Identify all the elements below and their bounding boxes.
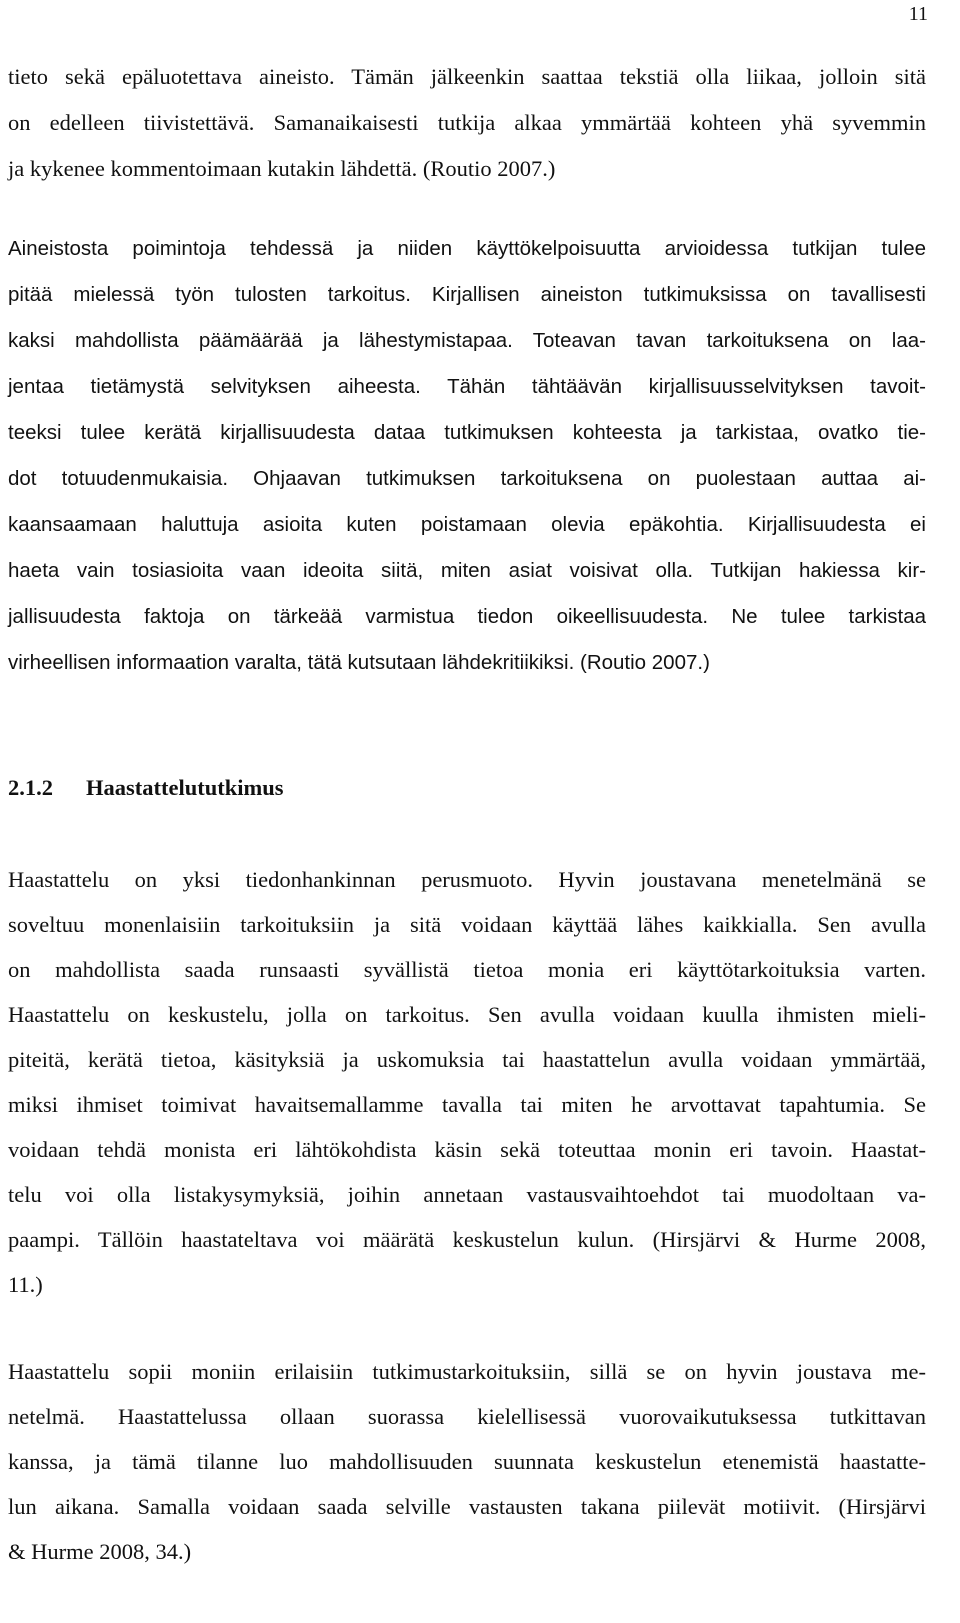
paragraph-line: kaansaamaan haluttuja asioita kuten poistamaan olevia epäkohtia. Kirjallisuudesta ei — [8, 513, 926, 536]
paragraph-line: jentaa tietämystä selvityksen aiheesta. Tähän tähtäävän kirjallisuusselvityksen tavoit- — [8, 375, 926, 398]
paragraph-line: teeksi tulee kerätä kirjallisuudesta dataa tutkimuksen kohteesta ja tarkistaa, ovatko tie- — [8, 421, 926, 444]
paragraph-line: 11.) — [8, 1272, 43, 1297]
paragraph-1 — [8, 54, 926, 192]
paragraph-line: & Hurme 2008, 34.) — [8, 1539, 192, 1564]
paragraph-line: virheellisen informaation varalta, tätä kutsutaan lähdekritiikiksi. (Routio 2007.) — [8, 651, 710, 674]
paragraph-line: voidaan tehdä monista eri lähtökohdista käsin sekä toteuttaa monin eri tavoin. Haastat- — [8, 1137, 926, 1162]
paragraph-line: kanssa, ja tämä tilanne luo mahdollisuuden suunnata keskustelun etenemistä haastatte- — [8, 1449, 926, 1474]
section-title: Haastattelututkimus — [86, 775, 284, 800]
paragraph-line: netelmä. Haastattelussa ollaan suorassa kielellisessä vuorovaikutuksessa tutkittavan — [8, 1404, 926, 1429]
paragraph-line: soveltuu monenlaisiin tarkoituksiin ja sitä voidaan käyttää lähes kaikkialla. Sen avulla — [8, 912, 926, 937]
paragraph-line: on mahdollista saada runsaasti syvällistä tietoa monia eri käyttötarkoituksia varten. — [8, 957, 926, 982]
paragraph-line: jallisuudesta faktoja on tärkeää varmistua tiedon oikeellisuudesta. Ne tulee tarkistaa — [8, 605, 926, 628]
paragraph-4 — [8, 1349, 926, 1574]
paragraph-2 — [8, 226, 926, 686]
section-heading — [8, 772, 284, 804]
paragraph-line: ja kykenee kommentoimaan kutakin lähdettä. (Routio 2007.) — [8, 156, 556, 181]
page-number: 11 — [908, 3, 928, 25]
paragraph-line: tieto sekä epäluotettava aineisto. Tämän jälkeenkin saattaa tekstiä olla liikaa, jolloin sitä — [8, 64, 926, 89]
paragraph-3 — [8, 857, 926, 1307]
paragraph-line: haeta vain tosiasioita vaan ideoita siitä, miten asiat voisivat olla. Tutkijan hakiessa kir- — [8, 559, 926, 582]
paragraph-line: on edelleen tiivistettävä. Samanaikaisesti tutkija alkaa ymmärtää kohteen yhä syvemmin — [8, 110, 926, 135]
paragraph-line: paampi. Tällöin haastateltava voi määrätä keskustelun kulun. (Hirsjärvi & Hurme 2008, — [8, 1227, 926, 1252]
paragraph-line: piteitä, kerätä tietoa, käsityksiä ja uskomuksia tai haastattelun avulla voidaan ymmärtää, — [8, 1047, 926, 1072]
section-number: 2.1.2 — [8, 775, 53, 800]
paragraph-line: Haastattelu on yksi tiedonhankinnan perusmuoto. Hyvin joustavana menetelmänä se — [8, 867, 926, 892]
paragraph-line: telu voi olla listakysymyksiä, joihin annetaan vastausvaihtoehdot tai muodoltaan va- — [8, 1182, 926, 1207]
paragraph-line: kaksi mahdollista päämäärää ja lähestymistapaa. Toteavan tavan tarkoituksena on laa- — [8, 329, 926, 352]
paragraph-line: miksi ihmiset toimivat havaitsemallamme tavalla tai miten he arvottavat tapahtumia. Se — [8, 1092, 926, 1117]
paragraph-line: dot totuudenmukaisia. Ohjaavan tutkimuksen tarkoituksena on puolestaan auttaa ai- — [8, 467, 926, 490]
paragraph-line: pitää mielessä työn tulosten tarkoitus. Kirjallisen aineiston tutkimuksissa on tavallisesti — [8, 283, 926, 306]
paragraph-line: Aineistosta poimintoja tehdessä ja niiden käyttökelpoisuutta arvioidessa tutkijan tulee — [8, 237, 926, 260]
paragraph-line: lun aikana. Samalla voidaan saada selville vastausten takana piilevät motiivit. (Hirsjärvi — [8, 1494, 926, 1519]
paragraph-line: Haastattelu sopii moniin erilaisiin tutkimustarkoituksiin, sillä se on hyvin joustava me- — [8, 1359, 926, 1384]
paragraph-line: Haastattelu on keskustelu, jolla on tarkoitus. Sen avulla voidaan kuulla ihmisten mieli- — [8, 1002, 926, 1027]
